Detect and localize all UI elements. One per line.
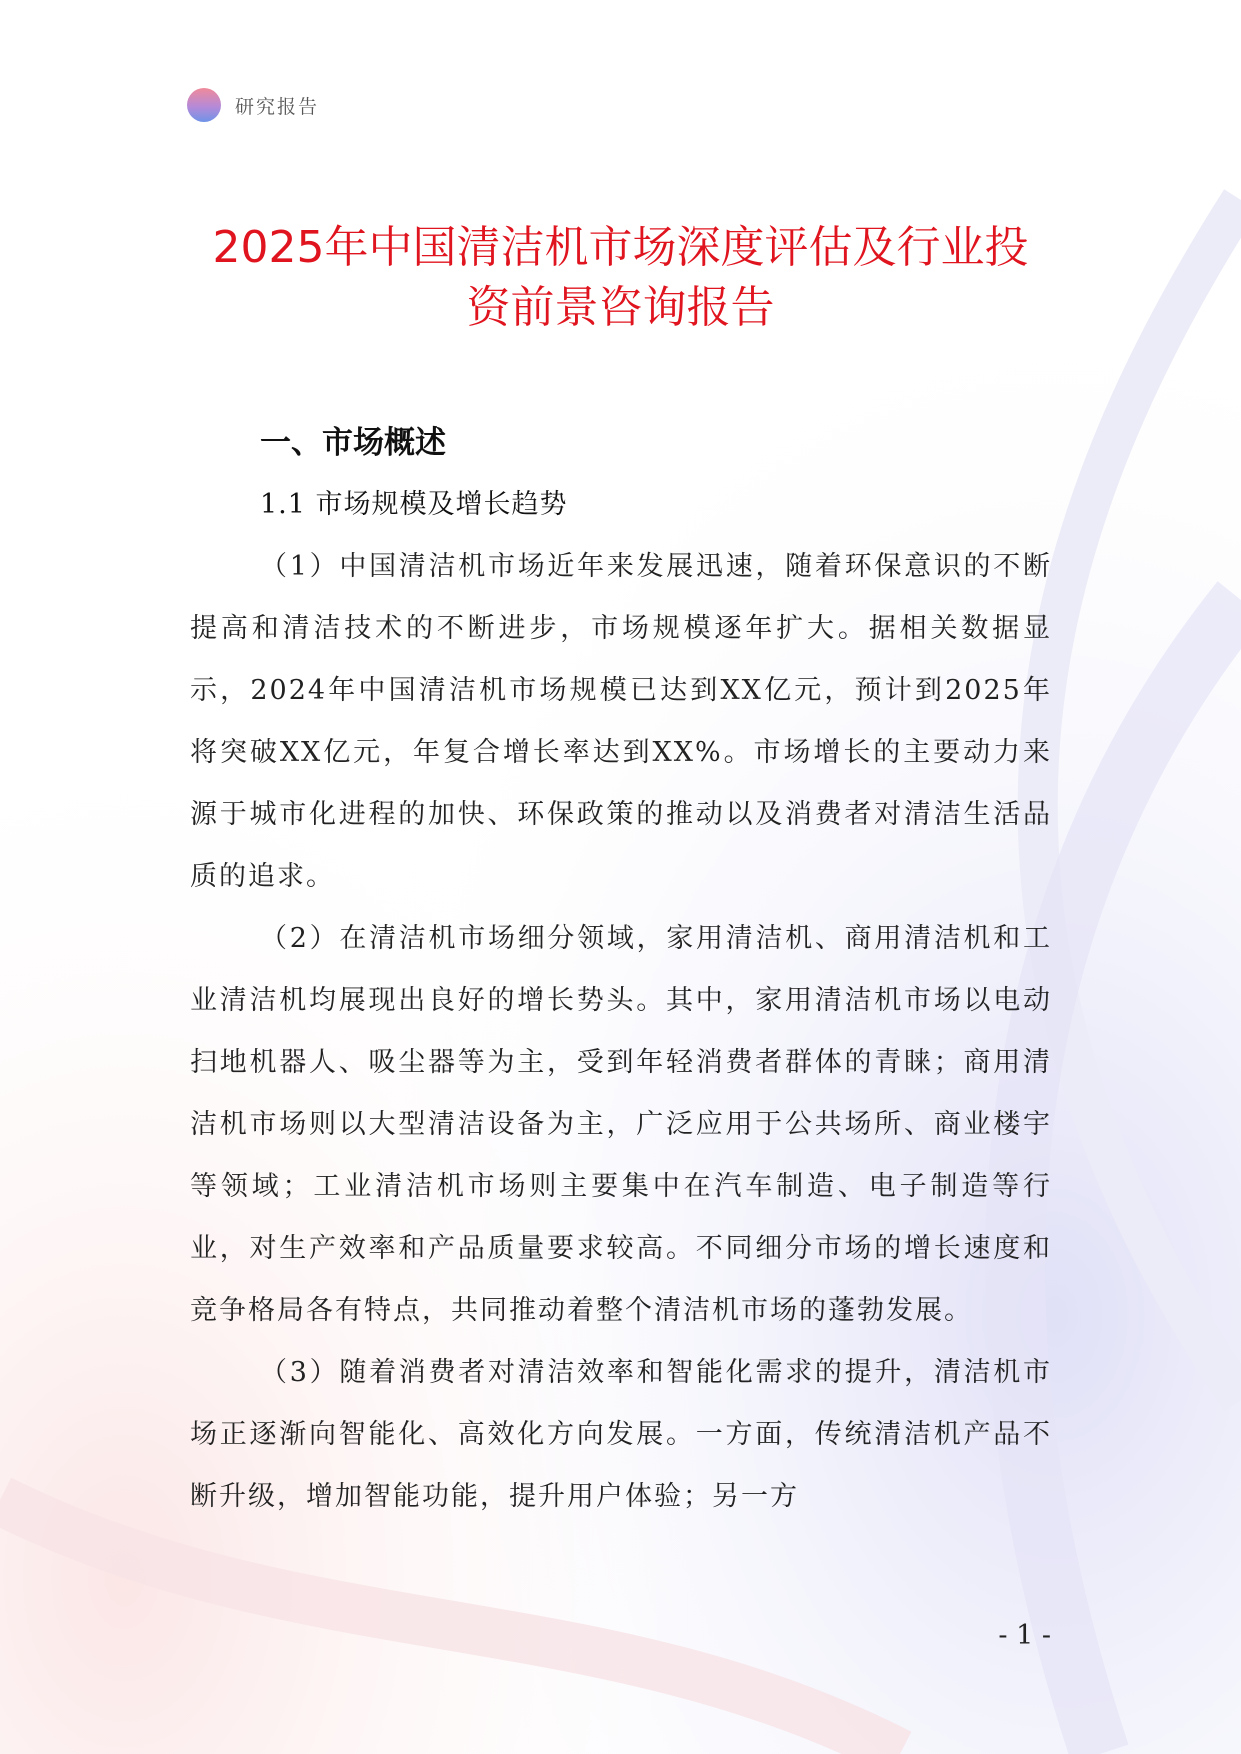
section-subheading: 1.1 市场规模及增长趋势 [260, 489, 568, 520]
paragraph-2: （2）在清洁机市场细分领域，家用清洁机、商用清洁机和工业清洁机均展现出良好的增长势头。其中，家用清洁机市场以电动扫地机器人、吸尘器等为主，受到年轻消费者群体的青睐；商用清洁机市场则以大型清洁设备为主，广泛应用于公共场所、商业楼宇等领域；工业清洁机市场则主要集中在汽车制造、电子制造等行业，对生产效率和产品质量要求较高。不同细分市场的增长速度和竞争格局各有特点，共同推动着整个清洁机市场的蓬勃发展。 [190, 923, 1052, 1326]
report-header [187, 88, 319, 122]
section-heading: 一、市场概述 [260, 425, 446, 461]
page-number: - 1 - [998, 1620, 1051, 1651]
document-body [190, 412, 1052, 1528]
paragraph-3: （3）随着消费者对清洁效率和智能化需求的提升，清洁机市场正逐渐向智能化、高效化方向发展。一方面，传统清洁机产品不断升级，增加智能功能，提升用户体验；另一方 [190, 1357, 1052, 1512]
title-line-1: 2025年中国清洁机市场深度评估及行业投 [212, 222, 1029, 273]
document-title [160, 218, 1081, 338]
paragraph-1: （1）中国清洁机市场近年来发展迅速，随着环保意识的不断提高和清洁技术的不断进步，市场规模逐年扩大。据相关数据显示，2024年中国清洁机市场规模已达到XX亿元，预计到2025年将突破XX亿元，年复合增长率达到XX%。市场增长的主要动力来源于城市化进程的加快、环保政策的推动以及消费者对清洁生活品质的追求。 [190, 551, 1052, 892]
header-label: 研究报告 [235, 95, 320, 118]
title-line-2: 资前景咨询报告 [466, 282, 775, 333]
logo-icon [187, 88, 221, 122]
